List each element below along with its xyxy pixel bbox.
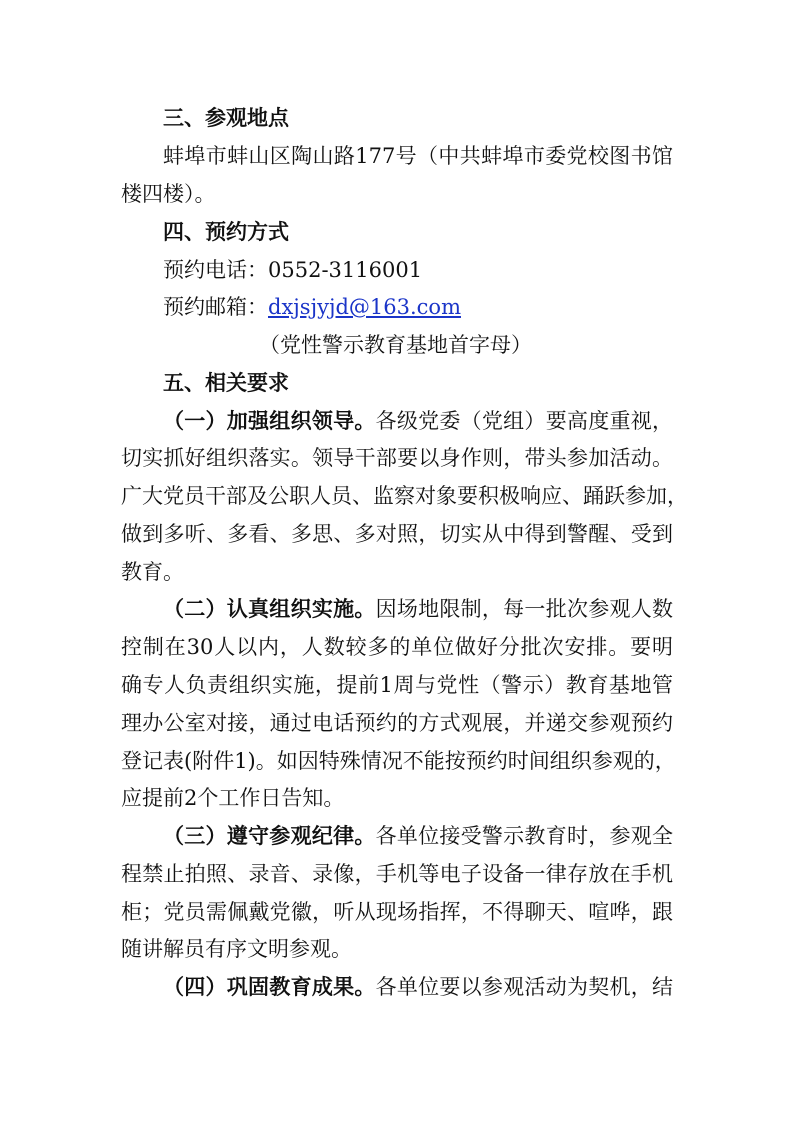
section-5-heading-text: 五、相关要求 — [163, 371, 289, 395]
email-link[interactable]: dxjsjyjd@163.com — [268, 295, 461, 319]
email-note: （党性警示教育基地首字母） — [259, 333, 532, 357]
item-2-line-6: 应提前2个工作日告知。 — [121, 786, 345, 810]
item-1-line-4: 做到多听、多看、多思、多对照，切实从中得到警醒、受到 — [121, 522, 673, 546]
section-5-heading — [0, 365, 793, 402]
item-3-line-1: （三）遵守参观纪律。各单位接受警示教育时，参观全 — [163, 824, 673, 848]
item-3-line-3: 柜；党员需佩戴党徽，听从现场指挥，不得聊天、喧哗，跟 — [121, 900, 673, 924]
email-line — [0, 289, 793, 326]
email-note-line — [0, 327, 793, 364]
item-1-line-2: 切实抓好组织落实。领导干部要以身作则，带头参加活动。 — [121, 446, 673, 470]
email-label: 预约邮箱： — [163, 295, 268, 319]
item-4-line-1: （四）巩固教育成果。各单位要以参观活动为契机，结 — [163, 975, 673, 999]
item-2-title: （二）认真组织实施。 — [163, 597, 376, 621]
phone-number: 0552-3116001 — [268, 258, 423, 282]
phone-label: 预约电话： — [163, 258, 268, 282]
item-3-line-4: 随讲解员有序文明参观。 — [121, 937, 352, 961]
item-2-line-5: 登记表(附件1)。如因特殊情况不能按预约时间组织参观的， — [121, 749, 676, 773]
item-3-title: （三）遵守参观纪律。 — [163, 824, 376, 848]
section-4-heading-text: 四、预约方式 — [163, 220, 289, 244]
phone-line — [0, 252, 793, 289]
item-1-title: （一）加强组织领导。 — [163, 409, 376, 433]
section-3-line-1: 蚌埠市蚌山区陶山路177号（中共蚌埠市委党校图书馆 — [163, 144, 673, 168]
item-2-line-4: 理办公室对接，通过电话预约的方式观展，并递交参观预约 — [121, 711, 673, 735]
item-1-line-1: （一）加强组织领导。各级党委（党组）要高度重视， — [163, 409, 673, 433]
section-4-heading — [0, 214, 793, 251]
item-2-line-3: 确专人负责组织实施，提前1周与党性（警示）教育基地管 — [121, 673, 673, 697]
section-3-heading-text: 三、参观地点 — [163, 106, 289, 130]
item-2-line-1: （二）认真组织实施。因场地限制，每一批次参观人数 — [163, 597, 673, 621]
item-1-line-5: 教育。 — [121, 560, 184, 584]
item-2-line-2: 控制在30人以内，人数较多的单位做好分批次安排。要明 — [121, 635, 673, 659]
item-1-line-3: 广大党员干部及公职人员、监察对象要积极响应、踊跃参加， — [121, 484, 688, 508]
section-3-line-2: 楼四楼）。 — [121, 182, 216, 206]
section-3-heading — [0, 100, 793, 137]
item-3-line-2: 程禁止拍照、录音、录像，手机等电子设备一律存放在手机 — [121, 862, 673, 886]
item-4-title: （四）巩固教育成果。 — [163, 975, 376, 999]
